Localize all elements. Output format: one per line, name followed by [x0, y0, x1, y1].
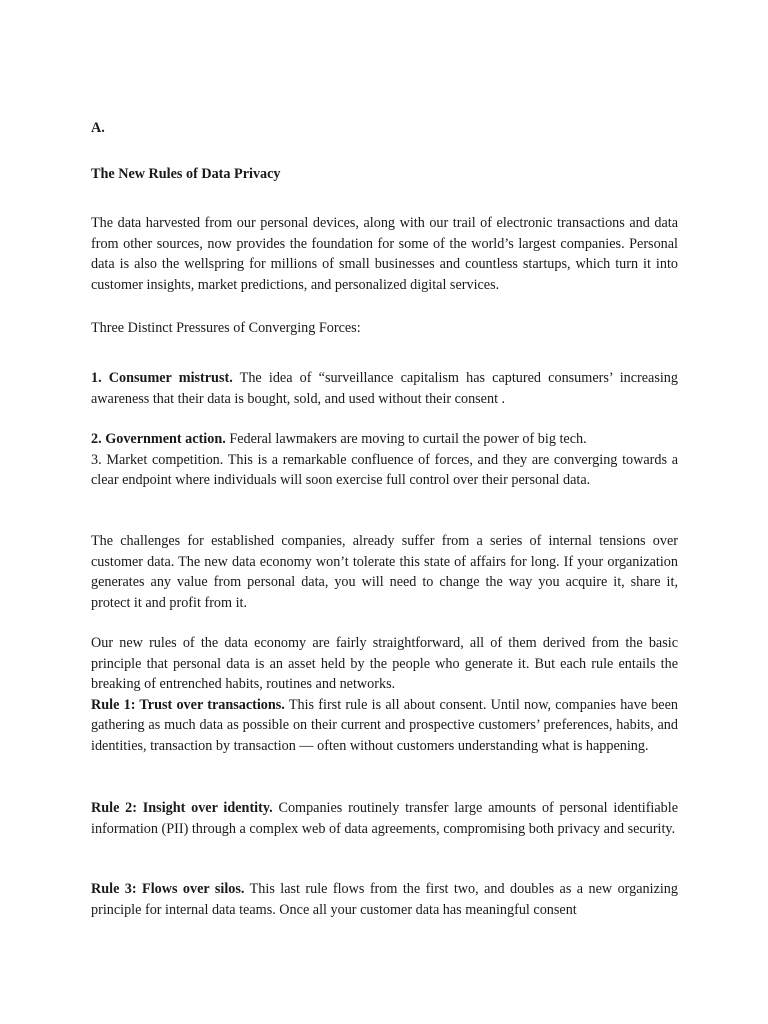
rules-section: [91, 633, 678, 756]
pressure-item-1-text: The idea of “surveillance capitalism has captured consumers’ increasing awareness that their data is bought, sold, and used without their consent .: [91, 370, 678, 407]
rule-2-text: Companies routinely transfer large amounts of personal identifiable information (PII) through a complex web of data agreements, compromising both privacy and security.: [91, 800, 678, 837]
pressure-item-1-label: 1. Consumer mistrust.: [91, 370, 233, 386]
rule-3-text: This last rule flows from the first two, and doubles as a new organizing principle for internal data teams. Once all your customer data has meaningful consent: [91, 881, 678, 918]
pressure-item-2-label: 2. Government action.: [91, 431, 226, 447]
pressures-heading: Three Distinct Pressures of Converging Forces:: [91, 320, 361, 336]
rules-intro-paragraph: Our new rules of the data economy are fairly straightforward, all of them derived from the basic principle that personal data is an asset held by the people who generate it. But each rule entails the breaking of entrenched habits, routines and networks.: [91, 635, 678, 692]
rule-1-label: Rule 1: Trust over transactions.: [91, 696, 285, 713]
rule-2: [91, 798, 678, 839]
rule-3-label: Rule 3: Flows over silos.: [91, 881, 245, 897]
rule-3: [91, 879, 678, 920]
pressure-item-2: [91, 429, 678, 450]
pressure-items-2-3: [91, 429, 678, 491]
challenges-paragraph: The challenges for established companies, already suffer from a series of internal tensions over customer data. The new data economy won’t tolerate this state of affairs for long. If your organization generates any value from personal data, you will need to change the way you acquire it, share it, protect it and profit from it.: [91, 533, 678, 611]
section-letter: A.: [91, 120, 105, 136]
rule-2-label: Rule 2: Insight over identity.: [91, 800, 273, 816]
intro-paragraph: The data harvested from our personal devices, along with our trail of electronic transactions and data from other sources, now provides the foundation for some of the world’s largest companies. Personal data is also the wellspring for millions of small businesses and countless startups, which turn it into customer insights, market predictions, and personalized digital services.: [91, 215, 678, 293]
pressure-item-1: [91, 368, 678, 409]
rule-1: [91, 695, 678, 757]
rule-1-text: This first rule is all about consent. Until now, companies have been gathering as much data as possible on their current and prospective customers’ preferences, habits, and identities, transaction by transaction — often without customers understanding what is happening.: [91, 696, 678, 754]
pressure-item-3: 3. Market competition. This is a remarkable confluence of forces, and they are converging towards a clear endpoint where individuals will soon exercise full control over their personal data.: [91, 451, 678, 488]
document-title: The New Rules of Data Privacy: [91, 166, 281, 182]
pressure-item-2-text: Federal lawmakers are moving to curtail the power of big tech.: [225, 431, 587, 447]
